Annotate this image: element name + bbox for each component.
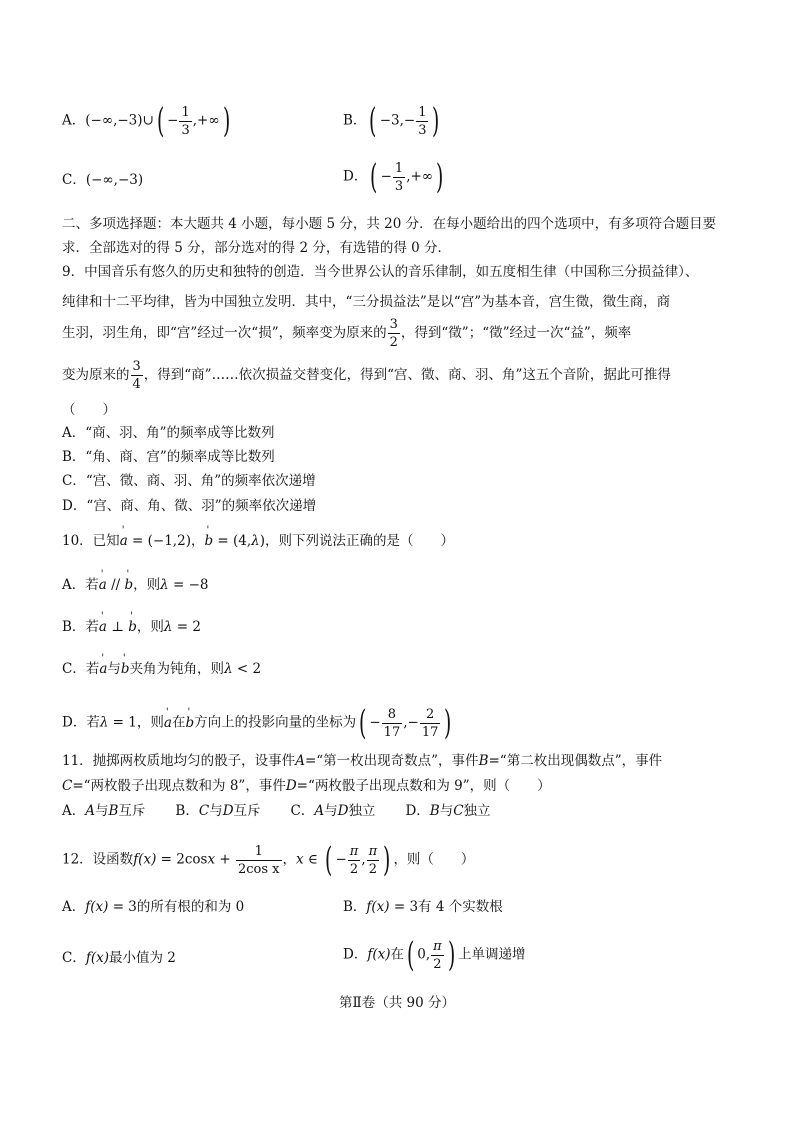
fraction-denominator: 2 [389, 335, 398, 350]
option-text: 与 [107, 661, 121, 677]
lambda-symbol: λ [160, 577, 169, 593]
q10-stem [62, 531, 454, 551]
vector-b: ' b [125, 575, 134, 595]
stem-text: ，则（ ） [393, 851, 475, 868]
q11-option-d [405, 803, 490, 819]
fraction [131, 360, 143, 391]
fraction [393, 162, 405, 193]
vector-b: ' b [204, 531, 213, 551]
q12-option-a [62, 897, 244, 917]
q12-stem: 12．设函数f(x) = 2cosx + $\frac{1}{\text{2cos x}}$ ，x ∈ ( − $\frac{\pi}{2}$ , $\frac{\pi}{2}$ ) ，则（ ） [62, 840, 475, 880]
function-fx: f(x) [367, 946, 391, 963]
stem-text: 12．设函数 [62, 851, 134, 868]
option-text: 互斥 [118, 803, 146, 819]
stem-text: 变为原来的 [62, 367, 130, 383]
stem-text: ∈ [303, 851, 323, 868]
q10-option-c [62, 659, 261, 679]
fraction [388, 318, 400, 349]
option-text: C．若 [62, 661, 100, 677]
option-label: B． [343, 112, 367, 129]
event-a: A [85, 803, 95, 819]
stem-text: ， [282, 851, 296, 868]
paren-left: ( [369, 101, 377, 141]
option-text: 独立 [348, 803, 376, 819]
vector-a: ' a [99, 575, 107, 595]
paren-left: ( [325, 840, 333, 880]
event-b: B [108, 803, 119, 819]
fraction [236, 845, 282, 876]
vector-b: ' b [128, 617, 137, 637]
option-text: 与 [439, 803, 454, 819]
event-c: C [198, 803, 210, 819]
paren-left: ( [359, 703, 367, 743]
fraction-numerator: 1 [236, 845, 282, 861]
fraction-numerator: 2 [420, 708, 441, 724]
q9-option-c: C．“宫、徵、商、羽、角”的频率依次递增 [62, 473, 316, 489]
option-label: C． [62, 950, 86, 966]
option-text: − [380, 168, 392, 185]
event-d: D [285, 778, 297, 794]
event-d: D [222, 803, 234, 819]
fraction [179, 106, 191, 137]
option-text: 与 [95, 803, 109, 819]
option-text: 上单调递增 [457, 946, 526, 963]
paren-left: ( [370, 157, 378, 197]
option-text: 独立 [463, 803, 491, 819]
q12-option-c [62, 948, 176, 968]
paren-left: ( [156, 101, 165, 141]
option-text: B．若 [62, 619, 99, 635]
stem-text: = (−1,2)， [127, 533, 205, 549]
paren-right: ) [436, 157, 444, 197]
option-text: ,+∞ [192, 112, 220, 129]
stem-text: = (4, [213, 533, 252, 549]
vector-b: ' b [185, 713, 194, 733]
option-text: (−∞,−3)∪ [85, 112, 154, 129]
option-label: A． [62, 803, 86, 819]
event-c: C [62, 778, 73, 794]
fraction-denominator: 3 [181, 122, 190, 138]
option-label: D． [343, 168, 368, 185]
vector-b: ' b [121, 659, 130, 679]
vector-a: ' a [99, 617, 107, 637]
stem-text: )，则下列说法正确的是（ ） [259, 533, 455, 549]
stem-text: =“第二枚出现偶数点”，事件 [488, 753, 663, 769]
option-text: 最小值为 2 [109, 950, 176, 966]
stem-text: ，得到“商”……依次损益交替变化，得到“宫、徵、商、羽、角”这五个音阶，据此可推得 [143, 367, 671, 383]
lambda-symbol: λ [99, 714, 109, 731]
q12-option-b [343, 897, 503, 917]
fraction [382, 708, 403, 739]
fraction-numerator: π [433, 938, 442, 954]
option-text: ,+∞ [406, 168, 434, 185]
fraction-denominator: 3 [394, 178, 404, 194]
fraction [416, 106, 428, 137]
q9-stem-line1: 9．中国音乐有悠久的历史和独特的创造．当今世界公认的音乐律制，如五度相生律（中国称三分损益律）、 [62, 264, 699, 280]
option-text: 互斥 [233, 803, 261, 819]
stem-text: =“第一枚出现奇数点”，事件 [304, 753, 479, 769]
q9-option-d: D．“宫、商、角、徵、羽”的频率依次递增 [62, 498, 317, 514]
paren-left: ( [406, 935, 415, 975]
event-b: B [478, 753, 489, 769]
option-text: ，则 [133, 577, 161, 593]
option-label: B． [343, 899, 367, 915]
option-text: (−∞,−3) [85, 172, 144, 188]
lambda-symbol: λ [224, 661, 233, 677]
paren-right: ) [432, 101, 440, 141]
paren-right: ) [222, 101, 230, 141]
q10-option-a [62, 575, 209, 595]
q9-option-b: B．“角、商、宫”的频率成等比数列 [62, 449, 275, 465]
stem-text: + [215, 851, 235, 868]
section-heading-line2: 求．全部选对的得 5 分，部分选对的得 2 分，有选错的得 0 分． [62, 240, 452, 256]
fraction [431, 940, 444, 971]
fraction-denominator: 3 [418, 122, 427, 138]
event-b: B [429, 803, 440, 819]
q11-stem-line1 [62, 751, 662, 771]
option-text: 在 [390, 946, 404, 963]
fraction-numerator: 1 [418, 104, 427, 120]
stem-text: 生羽，羽生角，即“宫”经过一次“损”，频率变为原来的 [62, 325, 387, 341]
stem-text: = 2cos [156, 851, 208, 868]
q10-option-d: D．若λ = 1，则' a在' b方向上的投影向量的坐标为( − $\frac{8}{17}$ ,− $\frac{2}{17}$ ) [62, 706, 455, 740]
fraction-numerator: π [349, 843, 359, 859]
option-label: A． [62, 112, 86, 129]
option-label: D． [343, 946, 368, 963]
option-label: C． [290, 803, 315, 819]
option-label: B． [175, 803, 199, 819]
event-d: D [337, 803, 349, 819]
fraction-denominator: 2 [368, 861, 378, 877]
option-label: C． [62, 172, 86, 188]
q11-option-a [62, 803, 145, 819]
q9-stem-line4 [62, 360, 671, 391]
function-fx: f(x) [85, 950, 109, 966]
section-heading-line1: 二、多项选择题：本大题共 4 小题，每小题 5 分，共 20 分．在每小题给出的四个选项中，有多项符合题目要 [62, 216, 717, 232]
q8-option-d [343, 157, 446, 197]
fraction-denominator: 17 [421, 724, 439, 740]
q12-option-d [343, 935, 526, 975]
lambda-symbol: λ [251, 533, 260, 549]
q9-answer-blank: （ ） [62, 402, 116, 418]
q9-stem-line3 [62, 318, 631, 349]
option-text: // [106, 577, 125, 593]
fraction-numerator: 3 [389, 317, 398, 332]
variable-x: x [207, 851, 216, 868]
q11-options [62, 801, 491, 821]
q9-option-a: A．“商、羽、角”的频率成等比数列 [62, 425, 275, 441]
option-text: 夹角为钝角，则 [129, 661, 225, 677]
fraction-denominator: 2cos x [237, 861, 280, 877]
option-label: D． [405, 803, 430, 819]
q9-stem-line2: 纯律和十二平均律，皆为中国独立发明．其中，“三分损益法”是以“宫”为基本音，宫生徵，徵生商，商 [62, 294, 671, 310]
option-text: < 2 [232, 661, 262, 677]
stem-text: =“两枚骰子出现点数和为 8”，事件 [72, 778, 286, 794]
vector-a: ' a [120, 531, 128, 551]
q11-stem-line2 [62, 776, 551, 796]
option-text: 方向上的投影向量的坐标为 [194, 714, 357, 731]
q10-option-b [62, 617, 201, 637]
stem-text: − [335, 851, 347, 868]
stem-text: 10．已知 [62, 533, 120, 549]
fraction-numerator: 1 [394, 160, 404, 176]
option-text: = 3有 4 个实数根 [389, 899, 503, 915]
option-text: = 3的所有根的和为 0 [108, 899, 245, 915]
lambda-symbol: λ [163, 619, 173, 635]
option-text: A．若 [62, 577, 99, 593]
part-two-heading: 第Ⅱ卷（共 90 分） [339, 995, 455, 1011]
fraction-numerator: 8 [382, 708, 403, 724]
q8-option-b [343, 101, 443, 141]
q11-option-c [291, 803, 376, 819]
option-text: 与 [324, 803, 338, 819]
fraction [420, 708, 441, 739]
function-fx: f(x) [85, 899, 109, 915]
fraction [367, 845, 380, 876]
fraction-numerator: π [368, 843, 378, 859]
option-text: D．若 [62, 714, 100, 731]
option-text: −3,− [379, 112, 416, 129]
paren-right: ) [444, 703, 452, 743]
stem-text: =“两枚骰子出现点数和为 9”，则（ ） [296, 778, 551, 794]
q8-option-a [62, 101, 233, 141]
paren-right: ) [383, 840, 391, 880]
function-fx: f(x) [366, 899, 390, 915]
q8-option-c [62, 170, 143, 190]
event-c: C [453, 803, 464, 819]
option-text: 与 [209, 803, 223, 819]
vector-a: ' a [164, 713, 172, 733]
vector-a: ' a [99, 659, 107, 679]
option-text: ⊥ [106, 619, 129, 635]
option-label: A． [62, 899, 86, 915]
stem-text: 11．抛掷两枚质地均匀的骰子，设事件 [62, 753, 296, 769]
event-a: A [295, 753, 305, 769]
fraction-numerator: 3 [132, 359, 141, 374]
option-text: = 2 [172, 619, 201, 635]
option-text: 0, [417, 946, 431, 963]
fraction-denominator: 4 [132, 377, 141, 392]
option-text: ，则 [136, 619, 164, 635]
q11-option-b [175, 803, 260, 819]
option-text: − [167, 112, 179, 129]
fraction-denominator: 17 [383, 724, 401, 740]
paren-right: ) [447, 935, 455, 975]
fraction-numerator: 1 [181, 104, 190, 120]
option-text: 在 [171, 714, 186, 731]
function-fx: f(x) [133, 851, 157, 868]
stem-text: ，得到“徵”；“徵”经过一次“益”，频率 [400, 325, 632, 341]
fraction [348, 845, 361, 876]
option-text: = 1，则 [108, 714, 164, 731]
variable-x: x [296, 851, 304, 868]
fraction-denominator: 2 [433, 956, 442, 972]
event-a: A [314, 803, 325, 819]
fraction-denominator: 2 [349, 861, 359, 877]
option-text: = −8 [168, 577, 209, 593]
